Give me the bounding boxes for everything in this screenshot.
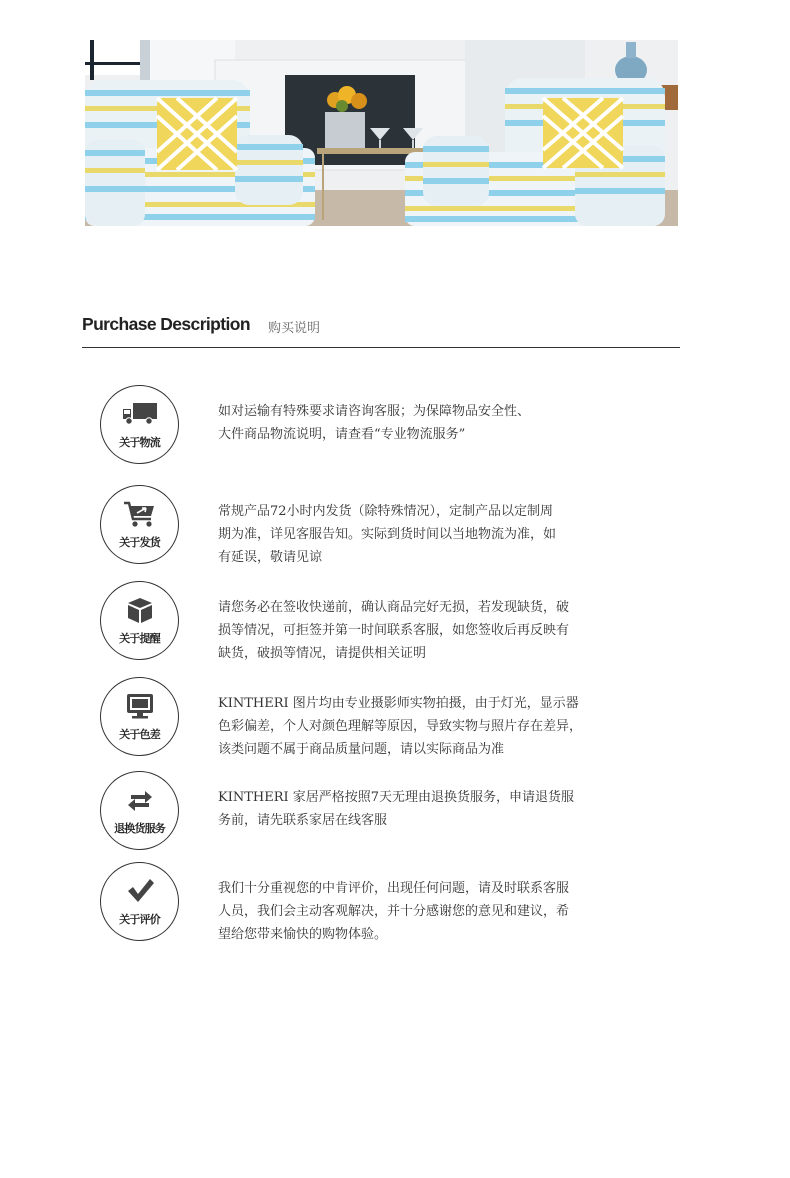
section-title: Purchase Description xyxy=(82,314,250,334)
info-badge-label: 关于评价 xyxy=(119,913,160,926)
text-line: 缺货，破损等情况，请提供相关证明 xyxy=(218,646,427,661)
info-item-color-difference xyxy=(100,677,700,761)
info-badge-label: 关于提醒 xyxy=(119,632,160,645)
section-subtitle: 购买说明 xyxy=(268,321,321,336)
info-badge-label: 退换货服务 xyxy=(114,822,165,835)
info-badge-returns xyxy=(100,771,179,850)
truck-icon xyxy=(121,399,159,429)
info-item-text xyxy=(218,877,610,946)
checkmark-icon xyxy=(121,876,159,906)
text-line: 大件商品物流说明，请查看“专业物流服务” xyxy=(218,427,466,442)
text-line: 损等情况，可拒签并第一时间联系客服，如您签收后再反映有 xyxy=(218,623,570,638)
info-item-shipping xyxy=(100,485,700,569)
exchange-arrows-icon xyxy=(121,785,159,815)
text-line: 期为准，详见客服告知。实际到货时间以当地物流为准，如 xyxy=(218,527,557,542)
info-badge-reminder xyxy=(100,581,179,660)
text-line: 如对运输有特殊要求请咨询客服；为保障物品安全性、 xyxy=(218,404,531,419)
text-line: 色彩偏差，个人对颜色理解等原因，导致实物与照片存在差异， xyxy=(218,719,583,734)
package-box-icon xyxy=(121,595,159,625)
info-badge-reviews xyxy=(100,862,179,941)
info-item-text xyxy=(218,400,610,446)
text-line: KINTHERI 家居严格按照7天无理由退换货服务，申请退货服 xyxy=(218,790,575,805)
info-item-returns xyxy=(100,771,700,855)
text-line: 人员，我们会主动客观解决，并十分感谢您的意见和建议，希 xyxy=(218,904,570,919)
text-line: KINTHERI 图片均由专业摄影师实物拍摄，由于灯光，显示器 xyxy=(218,696,579,711)
info-badge-logistics xyxy=(100,385,179,464)
info-badge-shipping xyxy=(100,485,179,564)
info-item-text xyxy=(218,596,610,665)
shopping-cart-icon xyxy=(121,499,159,529)
hero-image-armchairs xyxy=(85,40,678,226)
text-line: 望给您带来愉快的购物体验。 xyxy=(218,927,388,942)
info-badge-label: 关于色差 xyxy=(119,728,160,741)
info-item-text xyxy=(218,500,610,569)
monitor-icon xyxy=(121,691,159,721)
text-line: 请您务必在签收快递前，确认商品完好无损，若发现缺货，破 xyxy=(218,600,570,615)
info-badge-label: 关于物流 xyxy=(119,436,160,449)
section-header xyxy=(82,314,680,348)
info-item-reviews xyxy=(100,862,700,946)
info-item-text xyxy=(218,786,610,832)
text-line: 常规产品72小时内发货（除特殊情况），定制产品以定制周 xyxy=(218,504,554,519)
text-line: 有延误，敬请见谅 xyxy=(218,550,323,565)
text-line: 务前，请先联系家居在线客服 xyxy=(218,813,388,828)
info-item-reminder xyxy=(100,581,700,665)
text-line: 我们十分重视您的中肯评价，出现任何问题，请及时联系客服 xyxy=(218,881,570,896)
info-item-logistics xyxy=(100,385,700,469)
info-badge-label: 关于发货 xyxy=(119,536,160,549)
info-badge-color-difference xyxy=(100,677,179,756)
info-item-text xyxy=(218,692,610,761)
text-line: 该类问题不属于商品质量问题，请以实际商品为准 xyxy=(218,742,505,757)
